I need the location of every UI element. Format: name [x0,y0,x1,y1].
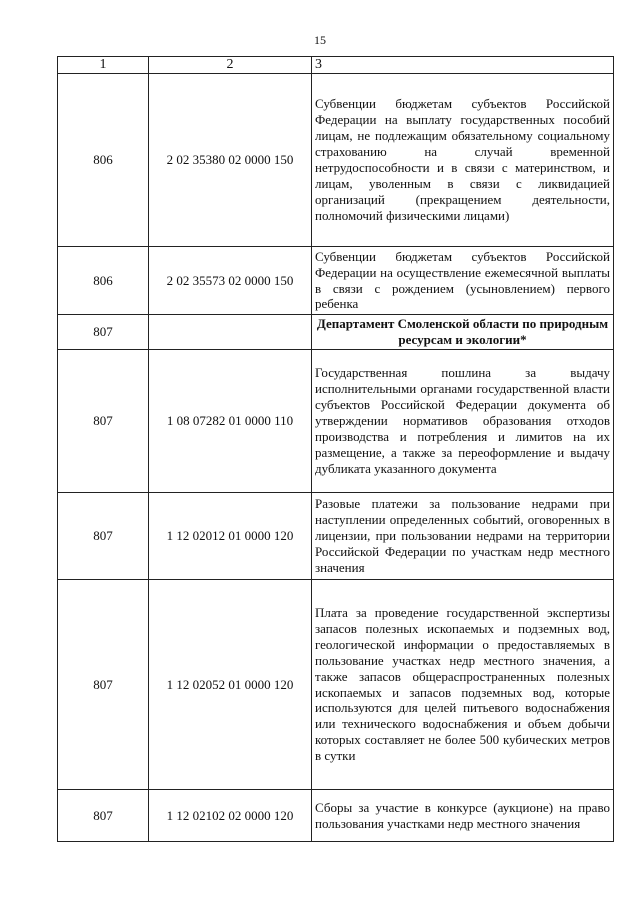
admin-code-cell: 807 [58,790,149,842]
table-row [58,790,614,842]
table-header-row [58,57,614,74]
kbk-code-cell: 2 02 35380 02 0000 150 [149,74,312,247]
admin-code-cell: 806 [58,74,149,247]
page-number: 15 [314,33,326,47]
table-row [58,74,614,247]
table-row [58,580,614,790]
admin-code-cell: 807 [58,315,149,350]
admin-code-cell: 807 [58,350,149,493]
department-title-cell: Департамент Смоленской области по природным ресурсам и экологии* [312,315,614,350]
kbk-code-cell: 1 12 02052 01 0000 120 [149,580,312,790]
admin-code-cell: 807 [58,493,149,580]
kbk-code-cell [149,315,312,350]
header-col-1: 1 [58,57,149,74]
description-cell: Субвенции бюджетам субъектов Российской Федерации на осуществление ежемесячной выплаты в связи с рождением (усыновлением) первого ребенка [312,247,614,315]
description-cell: Субвенции бюджетам субъектов Российской Федерации на выплату государственных пособий лицам, не подлежащим обязательному социальному страхованию на случай временной нетрудоспособности и в связи с материнством, и лицам, уволенным в связи с ликвидацией организаций (прекращением деятельности, полномочий физическими лицами) [312,74,614,247]
description-cell: Плата за проведение государственной экспертизы запасов полезных ископаемых и подземных вод, геологической информации о предоставляемых в пользование участках недр местного значения, а также запасов общераспространенных полезных ископаемых и запасов подземных вод, которые используются для целей питьевого водоснабжения или технического водоснабжения и объем добычи которых составляет не более 500 кубических метров в сутки [312,580,614,790]
kbk-code-cell: 2 02 35573 02 0000 150 [149,247,312,315]
description-cell: Разовые платежи за пользование недрами при наступлении определенных событий, оговоренных в лицензии, при пользовании недрами на территории Российской Федерации по участкам недр местного значения [312,493,614,580]
description-cell: Сборы за участие в конкурсе (аукционе) на право пользования участками недр местного значения [312,790,614,842]
description-cell: Государственная пошлина за выдачу исполнительными органами государственной власти субъектов Российской Федерации документа об утверждении нормативов образования отходов производства и потребления и лимитов на их размещение, а также за переоформление и выдачу дубликата указанного документа [312,350,614,493]
revenue-codes-table [57,56,614,842]
table-row [58,350,614,493]
table-row-department [58,315,614,350]
table-row [58,247,614,315]
header-col-2: 2 [149,57,312,74]
kbk-code-cell: 1 12 02102 02 0000 120 [149,790,312,842]
admin-code-cell: 807 [58,580,149,790]
table-row [58,493,614,580]
kbk-code-cell: 1 08 07282 01 0000 110 [149,350,312,493]
admin-code-cell: 806 [58,247,149,315]
kbk-code-cell: 1 12 02012 01 0000 120 [149,493,312,580]
header-col-3: 3 [312,57,614,74]
